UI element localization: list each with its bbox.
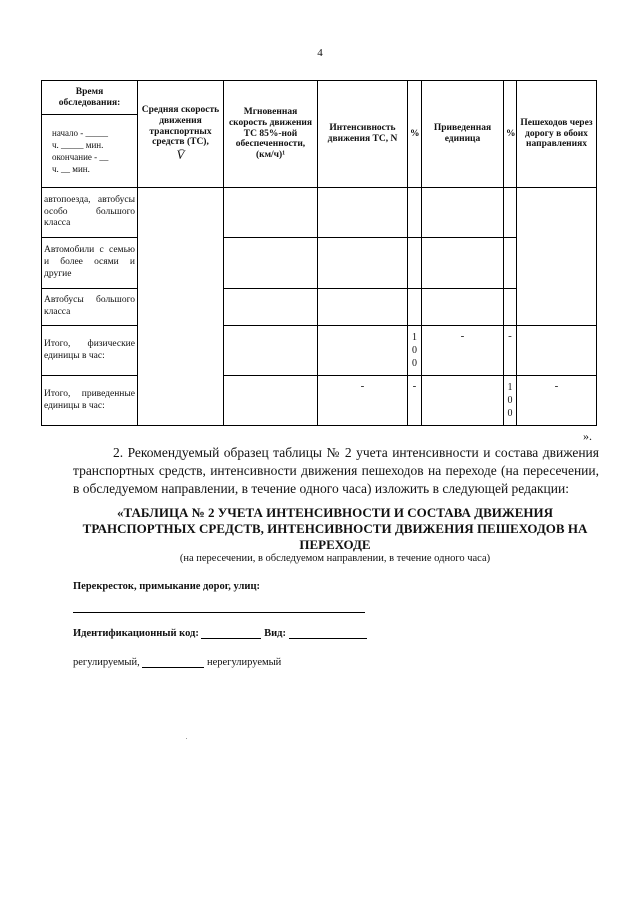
- header-time-fields: [42, 115, 138, 188]
- pct-cell: 1 0 0: [408, 326, 422, 376]
- traffic-table: [41, 80, 597, 426]
- table-cell: [422, 238, 504, 289]
- regulation-row: [73, 657, 281, 668]
- amendment-paragraph-text: 2. Рекомендуемый образец таблицы № 2 учета интенсивности и состава движения транспортных средств, интенсивности движения пешеходов на переходе (на пересечении, в обследуемом направлении, в течение одного часа) изложить в следующей редакции:: [73, 445, 599, 496]
- header-time: Время обследования:: [42, 81, 138, 115]
- header-intensity: Интенсивность движения ТС, N: [318, 81, 408, 188]
- table-cell: [224, 326, 318, 376]
- pct-cell: 1 0 0: [504, 376, 517, 426]
- reduced-cell: -: [422, 326, 504, 376]
- crossing-input-line[interactable]: [73, 612, 365, 613]
- table-cell: [224, 238, 318, 289]
- table-cell: [517, 326, 597, 376]
- id-row: [73, 628, 367, 639]
- table-cell: [422, 376, 504, 426]
- header-pct-2: %: [504, 81, 517, 188]
- pct-cell: -: [504, 326, 517, 376]
- time-start-field-2: ч. _____ мин.: [52, 139, 104, 150]
- table-cell: [408, 188, 422, 238]
- crossing-label: Перекресток, примыкание дорог, улиц:: [73, 581, 261, 592]
- table-cell: [318, 238, 408, 289]
- table-cell: [224, 376, 318, 426]
- pedestrians-cell: -: [517, 376, 597, 426]
- header-avg-speed-label: Средняя скорость движения транспортных средств (ТС),: [141, 104, 220, 148]
- row-label: автопоезда, автобусы особо большого класса: [42, 188, 138, 238]
- table-cell: [224, 289, 318, 326]
- table-cell: [318, 289, 408, 326]
- regulation-input-line[interactable]: [142, 667, 204, 668]
- time-start-field: начало - _____: [52, 127, 109, 138]
- regulated-label: регулируемый,: [73, 657, 140, 668]
- id-label: Идентификационный код:: [73, 628, 199, 639]
- row-label: Автомобили с семью и более осями и другие: [42, 238, 138, 289]
- table-2-subheading: (на пересечении, в обследуемом направлении, в течение одного часа): [179, 553, 491, 564]
- row-label: Итого, физические единицы в час:: [42, 326, 138, 376]
- table-2-heading: «ТАБЛИЦА № 2 УЧЕТА ИНТЕНСИВНОСТИ И СОСТАВА ДВИЖЕНИЯ ТРАНСПОРТНЫХ СРЕДСТВ, ИНТЕНСИВНОСТИ ДВИЖЕНИЯ ПЕШЕХОДОВ НА ПЕРЕХОДЕ: [82, 505, 588, 552]
- header-reduced: Приведенная единица: [422, 81, 504, 188]
- pedestrians-cell: [517, 188, 597, 326]
- intensity-cell: -: [318, 376, 408, 426]
- page-number: 4: [317, 47, 323, 59]
- table-cell: [318, 326, 408, 376]
- avg-speed-symbol: V̄: [176, 147, 185, 163]
- table-cell: [318, 188, 408, 238]
- unregulated-label: нерегулируемый: [206, 657, 282, 668]
- table-cell: [504, 289, 517, 326]
- table-cell: [422, 188, 504, 238]
- header-inst-speed: Мгновенная скорость движения ТС 85%-ной обеспеченности, (км/ч)¹: [224, 81, 318, 188]
- row-label: Итого, приведенные единицы в час:: [42, 376, 138, 426]
- pct-cell: -: [408, 376, 422, 426]
- avg-speed-cell: [138, 188, 224, 426]
- table-cell: [224, 188, 318, 238]
- amendment-paragraph: [73, 444, 599, 498]
- time-end-field-2: ч. __ мин.: [52, 164, 90, 175]
- table-cell: [408, 289, 422, 326]
- type-label: Вид:: [264, 628, 286, 639]
- table-cell: [504, 188, 517, 238]
- table-cell: [408, 238, 422, 289]
- table-cell: [504, 238, 517, 289]
- header-avg-speed: [138, 81, 224, 188]
- id-input-line[interactable]: [201, 638, 261, 639]
- header-pedestrians: Пешеходов через дорогу в обоих направлениях: [517, 81, 597, 188]
- header-pct-1: %: [408, 81, 422, 188]
- scan-dot: [186, 738, 187, 739]
- row-label: Автобусы большого класса: [42, 289, 138, 326]
- time-end-field: окончание - __: [52, 152, 109, 162]
- table-cell: [422, 289, 504, 326]
- closing-quote: ».: [583, 429, 592, 443]
- type-input-line[interactable]: [289, 638, 367, 639]
